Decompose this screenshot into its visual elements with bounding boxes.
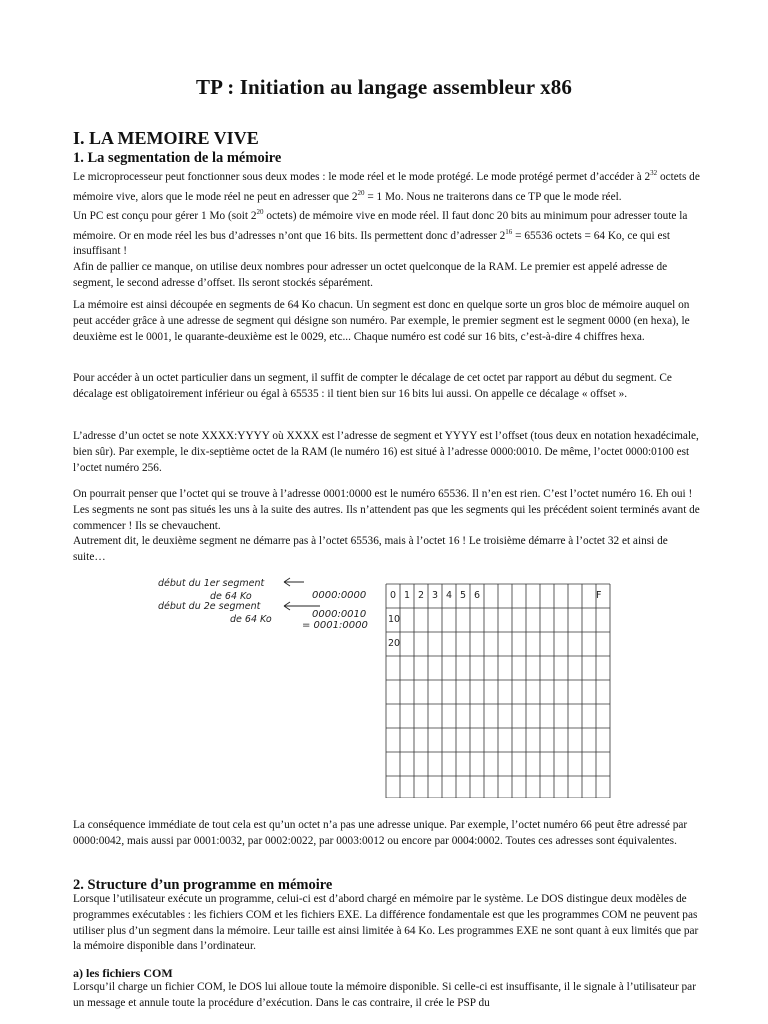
grid-col-3: 3 (432, 590, 439, 601)
document-title: TP : Initiation au langage assembleur x86 (196, 75, 572, 99)
exponent: 20 (256, 208, 264, 217)
grid-row-10: 10 (388, 614, 401, 625)
grid-col-6: 6 (474, 590, 481, 601)
paragraph-equivalent-addresses: La conséquence immédiate de tout cela est qu’un octet n’a pas une adresse unique. Par exemple, l’octet numéro 66 peut être adressé par 0000:0042, mais aussi par 0001:0032, par 0002:0022, par 0003:0012 ou encore par 0004:0002. Toutes ces adresses sont équivalentes. (73, 819, 688, 847)
paragraph-com-exe: Lorsque l’utilisateur exécute un programme, celui-ci est d’abord chargé en mémoire par le système. Le DOS distingue deux modèles de programmes exécutables : les fichiers COM et les fichiers EXE. La différence fondamentale est que les programmes COM ne peuvent pas utiliser plus d’un segment dans la mémoire. Leur taille est ainsi limitée à 64 Ko. Les programmes EXE ne sont quant à eux limités que par la mémoire disponible dans l’ordinateur. (73, 893, 699, 953)
grid-row-20: 20 (388, 638, 401, 649)
figure-label-segment2: début du 2e segment (158, 601, 261, 612)
figure-label-segment1: début du 1er segment (158, 578, 265, 589)
section-heading-memoire-vive: I. LA MEMOIRE VIVE (73, 128, 259, 148)
exponent: 32 (650, 169, 658, 177)
figure-label-segment1-size: de 64 Ko (210, 591, 252, 602)
paragraph-com-loading: Lorsqu’il charge un fichier COM, le DOS lui alloue toute la mémoire disponible. Si celle-ci est insuffisante, il le signale à l’utilisateur par un message et annule toute la procédure d’exécution. Dans le cas contraire, il crée le PSP du (73, 981, 696, 1009)
grid-col-0: 0 (390, 590, 397, 601)
figure-address-segment2: 0000:0010 (312, 609, 367, 620)
memory-grid (386, 584, 610, 798)
subsection-heading-structure: 2. Structure d’un programme en mémoire (73, 877, 333, 893)
arrow-icon (284, 578, 304, 586)
figure-address-segment2-equiv: = 0001:0000 (302, 620, 368, 631)
paragraph-overlap: On pourrait penser que l’octet qui se trouve à l’adresse 0001:0000 est le numéro 65536. Il n’en est rien. C’est l’octet numéro 16. Eh oui ! Les segments ne sont pas situés les uns à la suite des autres. Ils n’attendent pas que les segments qui les précédent soient terminés avant de commencer ! Ils se chevauchent. Autrement dit, le deuxième segment ne démarre pas à l’octet 65536, mais à l’octet 16 ! Le troisième démarre à l’octet 32 et ainsi de suite… (73, 488, 700, 564)
exponent: 20 (357, 188, 365, 197)
grid-col-4: 4 (446, 590, 453, 601)
paragraph-segment-offset: Afin de pallier ce manque, on utilise deux nombres pour adresser un octet quelconque de la RAM. Le premier est appelé adresse de segment, le second adresse d’offset. Ils seront stockés séparément. (73, 261, 668, 289)
figure-label-segment2-size: de 64 Ko (230, 614, 272, 625)
exponent: 16 (505, 227, 513, 236)
subsection-heading-segmentation: 1. La segmentation de la mémoire (73, 150, 282, 166)
grid-col-1: 1 (404, 590, 411, 601)
grid-col-5: 5 (460, 590, 467, 601)
segment-overlap-figure (150, 576, 620, 798)
paragraph-segments-64ko: La mémoire est ainsi découpée en segments de 64 Ko chacun. Un segment est donc en quelque sorte un gros bloc de mémoire auquel on peut accéder grâce à une adresse de segment qui désigne son numéro. Par exemple, le premier segment est le segment 0000 (en hexa), le deuxième est le 0001, le quarante-deuxième est le 0029, etc... Chaque numéro est codé sur 16 bits, c’est-à-dire 4 chiffres hexa. (73, 299, 690, 343)
paragraph-pc-memory: Un PC est conçu pour gérer 1 Mo (soit $2^{20}$ octets) de mémoire vive en mode réel. Il faut donc 20 bits au minimum pour adresser toute la mémoire. Or en mode réel les bus d’adresses n’ont que 16 bits. Ils permettent donc d’adresser $2^{16} = 65536$ octets = 64 Ko, ce qui est insuffisant ! (73, 208, 688, 258)
paragraph-offset: Pour accéder à un octet particulier dans un segment, il suffit de compter le décalage de cet octet par rapport au début du segment. Ce décalage est obligatoirement inférieur ou égal à 65535 : il tient bien sur 16 bits lui aussi. On appelle ce décalage « offset ». (73, 372, 672, 400)
figure-address-segment1: 0000:0000 (312, 590, 367, 601)
grid-col-F: F (596, 590, 602, 601)
paragraph-address-notation: L’adresse d’un octet se note XXXX:YYYY où XXXX est l’adresse de segment et YYYY est l’offset (tous deux en notation hexadécimale, bien sûr). Par exemple, le dix-septième octet de la RAM (le numéro 16) est situé à l’adresse 0000:0010. De même, l’octet 0000:0100 est l’octet numéro 256. (73, 430, 699, 474)
paragraph-modes: Le microprocesseur peut fonctionner sous deux modes : le mode réel et le mode protégé. Le mode protégé permet d’accéder à $2^{32}$ octets de mémoire vive, alors que le mode réel ne peut en adresser que $2^{20} = 1$ Mo. Nous ne traiterons dans ce TP que le mode réel. Un PC est conçu pour gérer 1 Mo (soit $2^{20}$ octets) de mémoire vive en mode réel. Il faut donc 20 bits au minimum pour adresser toute la mémoire. Or en mode réel les bus d’adresses n’ont que 16 bits. Ils permettent donc d’adresser $2^{16} = 65536$ octets = 64 Ko, ce qui est insuffisant ! Afin de pallier ce manque, on utilise deux nombres pour adresser un octet quelconque de la RAM. Le premier est appelé adresse de segment, le second adresse d’offset. Ils seront stockés séparément. (73, 166, 701, 292)
subsection-heading-com-files: a) les fichiers COM (73, 966, 173, 980)
grid-col-2: 2 (418, 590, 425, 601)
